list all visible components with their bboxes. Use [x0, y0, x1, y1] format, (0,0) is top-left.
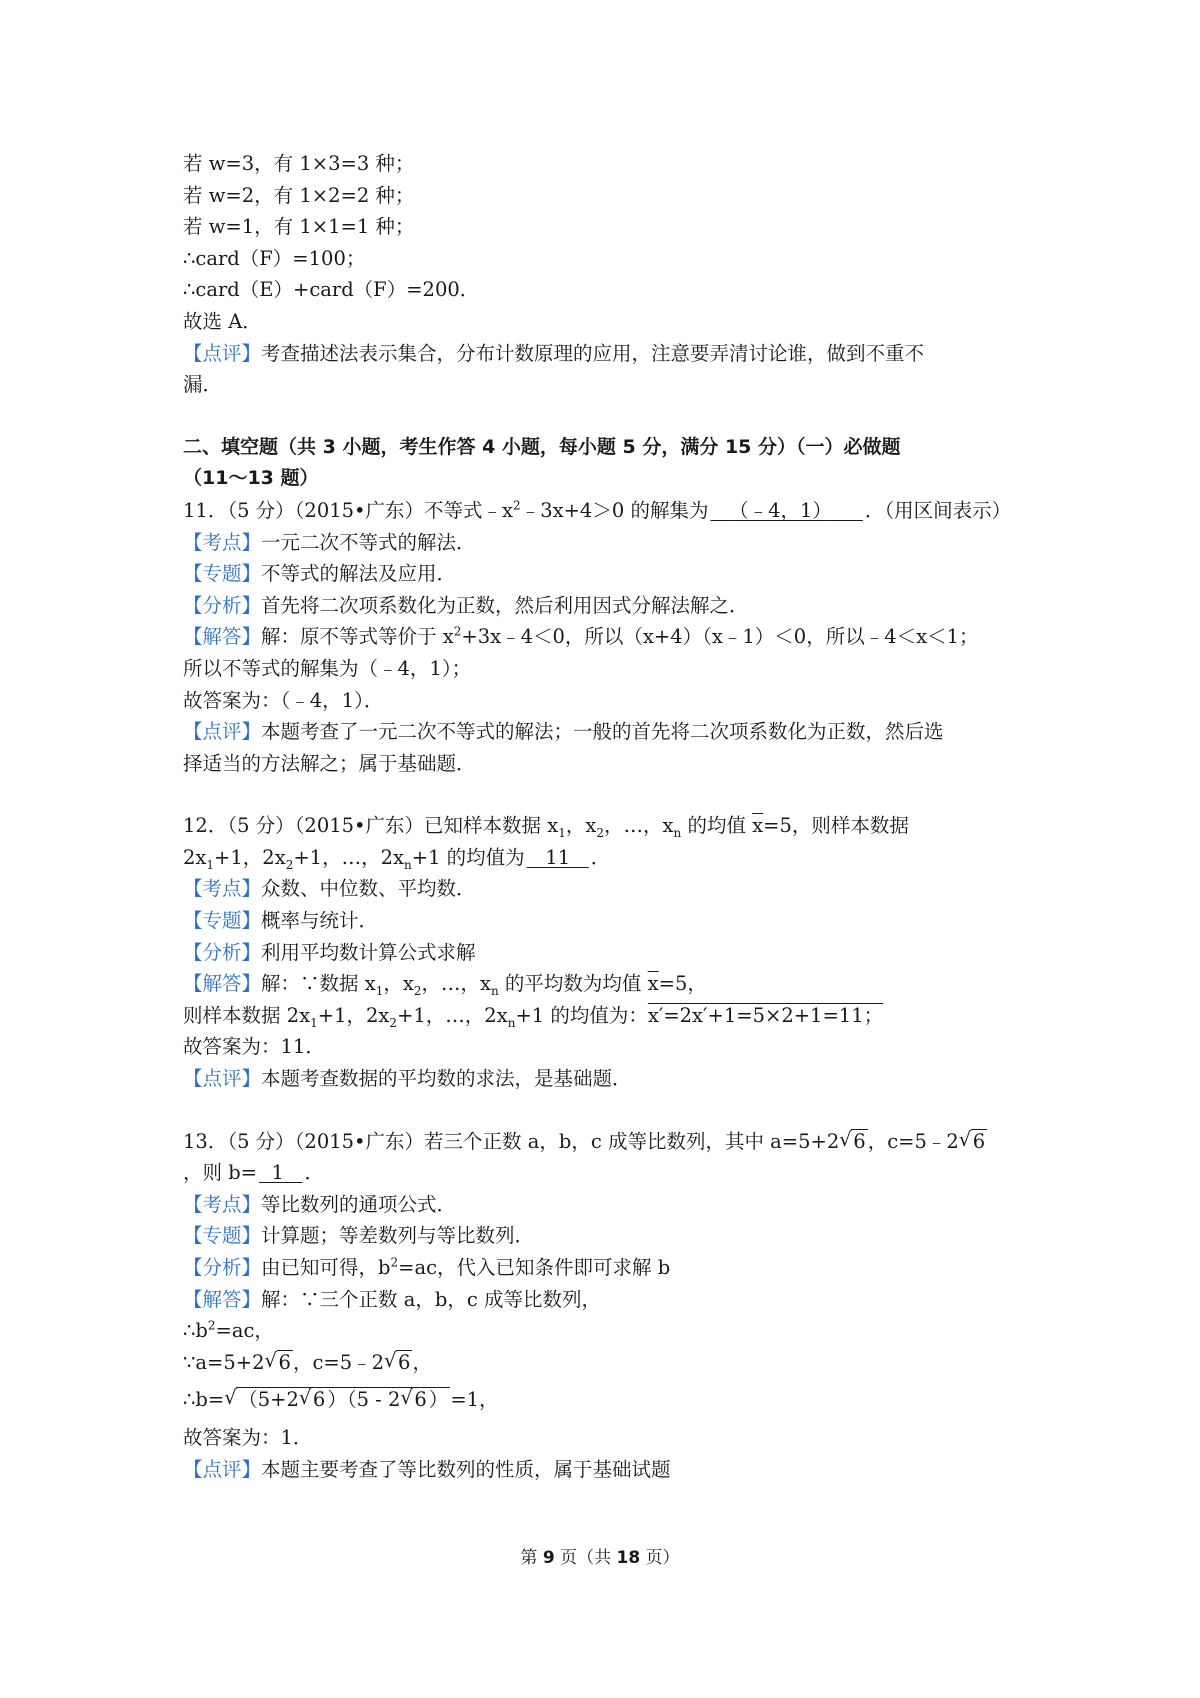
stem-text: ，x	[565, 814, 597, 838]
q12-answer-line: 故答案为：11．	[183, 1035, 325, 1059]
q13-zhuanti	[183, 1220, 1043, 1252]
section-heading: 二、填空题（共 3 小题，考生作答 4 小题，每小题 5 分，满分 15 分）（一）必做题	[183, 435, 901, 458]
footer-text: 页）	[645, 1548, 680, 1568]
page-footer	[0, 1543, 1200, 1568]
stem-text: +1，…，2x	[293, 845, 404, 869]
q12-jieda	[183, 968, 1043, 1000]
text-line: 择适当的方法解之；属于基础题．	[183, 751, 476, 775]
tag-fenxi: 【分析】	[183, 593, 262, 617]
q11-answer-line: 故答案为：（﹣4，1）．	[183, 688, 384, 712]
superscript: 2	[513, 498, 521, 513]
q12-kaodian	[183, 873, 1043, 905]
page-total: 18	[616, 1548, 641, 1568]
sqrt-6	[384, 1347, 412, 1379]
sqrt-6	[839, 1126, 867, 1158]
q13-jieda-4	[183, 1378, 1043, 1422]
q13-jieda-2	[183, 1315, 1043, 1347]
answer-value: （﹣4，1）	[729, 498, 832, 522]
radicand-product	[236, 1387, 450, 1411]
stem-text: 2x	[183, 845, 207, 869]
zhuanti-text: 计算题；等差数列与等比数列．	[261, 1224, 535, 1248]
jieda-text: 解：∵数据 x	[261, 972, 376, 996]
stem-text: 的均值	[681, 814, 753, 838]
q11-jieda	[183, 621, 1043, 653]
stem-text: ，…，x	[604, 814, 674, 838]
tag-zhuanti: 【专题】	[183, 562, 262, 586]
q13-jieda	[183, 1284, 1043, 1316]
q11-zhuanti	[183, 558, 1043, 590]
tag-dianping: 【点评】	[183, 1457, 262, 1481]
subscript: 1	[375, 984, 384, 999]
tag-fenxi: 【分析】	[183, 1256, 262, 1279]
text-line: 漏．	[183, 373, 223, 397]
dianping-text: 本题主要考查了等比数列的性质，属于基础试题	[261, 1457, 671, 1481]
jieda-text: +3x﹣4＜0，所以（x+4）（x﹣1）＜0，所以﹣4＜x＜1；	[461, 625, 979, 649]
subscript: 2	[413, 984, 422, 999]
jieda-text: 解：原不等式等价于 x	[261, 625, 454, 649]
q13-answer-line: 故答案为：1．	[183, 1426, 313, 1450]
sqrt-6	[400, 1378, 428, 1422]
text-line: 故选 A．	[183, 309, 262, 333]
radicand: 6	[414, 1388, 427, 1412]
superscript: 2	[453, 624, 462, 639]
subscript: n	[673, 826, 682, 841]
jieda-text: ，x	[383, 972, 414, 996]
subscript: 2	[596, 826, 605, 841]
kaodian-text: 一元二次不等式的解法．	[261, 530, 476, 554]
kaodian-text: 众数、中位数、平均数．	[261, 877, 476, 901]
q11-stem	[183, 495, 1043, 527]
stem-text: ﹣3x+4＞0 的解集为	[520, 498, 709, 522]
radicand: 6	[278, 1350, 291, 1374]
answer-value: 1	[271, 1161, 284, 1185]
tag-kaodian: 【考点】	[183, 877, 262, 901]
subscript: 1	[310, 1015, 318, 1030]
sqrt-6	[959, 1126, 987, 1158]
stem-text: +1，2x	[214, 845, 286, 869]
tag-dianping: 【点评】	[183, 720, 262, 744]
radicand: 6	[853, 1129, 866, 1153]
tag-jieda: 【解答】	[183, 972, 262, 996]
stem-text: ，c=5﹣2	[867, 1129, 959, 1153]
stem-text: ．	[304, 1161, 324, 1185]
answer-value: 11	[545, 845, 571, 869]
dianping-text: 考查描述法表示集合，分布计数原理的应用，注意要弄清讨论谁，做到不重不	[261, 341, 925, 365]
subscript: n	[507, 1015, 516, 1030]
q12-stem-2	[183, 842, 1043, 874]
q13-stem	[183, 1126, 1043, 1158]
zhuanti-text: 概率与统计．	[261, 909, 379, 933]
jieda-text: ，c=5﹣2	[292, 1350, 385, 1374]
q11-kaodian	[183, 527, 1043, 559]
tag-kaodian: 【考点】	[183, 1192, 262, 1216]
radicand-text: ）	[428, 1388, 449, 1412]
tag-zhuanti: 【专题】	[183, 1224, 262, 1248]
jieda-text: 的平均数为均值	[498, 972, 648, 996]
stem-text: ，则 b=	[183, 1161, 258, 1185]
subscript: 1	[558, 826, 566, 841]
section-heading-range: （11～13 题）	[183, 467, 319, 490]
spacer	[183, 401, 1043, 432]
stem-text: 12．（5 分）（2015•广东）已知样本数据 x	[183, 814, 559, 838]
kaodian-text: 等比数列的通项公式．	[261, 1192, 457, 1216]
fenxi-text: 利用平均数计算公式求解	[261, 940, 476, 964]
tag-dianping: 【点评】	[183, 1067, 262, 1091]
footer-text: 页（共	[560, 1548, 612, 1568]
subscript: 2	[389, 1015, 398, 1030]
text-line: 所以不等式的解集为（﹣4，1）；	[183, 656, 472, 680]
q13-dianping	[183, 1454, 1043, 1486]
q13-jieda-3	[183, 1347, 1043, 1379]
answer-blank	[257, 1161, 304, 1184]
fenxi-text: =ac，代入已知条件即可求解 b	[398, 1256, 671, 1279]
page-number: 9	[542, 1548, 555, 1568]
dianping-text: 本题考查了一元二次不等式的解法；一般的首先将二次项系数化为正数，然后选	[261, 720, 944, 744]
x-bar: $\overline{x}$	[752, 814, 764, 838]
jieda-text: ∴b	[183, 1319, 208, 1343]
superscript: 2	[390, 1255, 399, 1270]
q12-jieda-2	[183, 1000, 1043, 1032]
zhuanti-text: 不等式的解法及应用．	[261, 562, 457, 586]
q11-dianping	[183, 716, 1043, 748]
stem-text: 11．（5 分）（2015•广东）不等式﹣x	[183, 498, 514, 522]
jieda-text: ∵a=5+2	[183, 1350, 265, 1374]
jieda-text: 解：∵三个正数 a，b，c 成等比数列，	[261, 1287, 601, 1311]
q13-kaodian	[183, 1189, 1043, 1221]
radicand: 6	[398, 1350, 411, 1374]
tag-jieda: 【解答】	[183, 625, 262, 649]
stem-text: 13．（5 分）（2015•广东）若三个正数 a，b，c 成等比数列，其中 a=5+2	[183, 1129, 840, 1153]
q12-stem	[183, 810, 1043, 842]
jieda-text: +1 的均值为：	[515, 1003, 648, 1027]
spacer	[183, 779, 1043, 810]
subscript: n	[491, 984, 499, 999]
fenxi-text: 由已知可得，b	[261, 1256, 391, 1279]
spacer	[183, 1095, 1043, 1126]
dianping-text: 本题考查数据的平均数的求法，是基础题．	[261, 1067, 632, 1091]
sqrt-product	[224, 1378, 450, 1422]
jieda-text: =5，	[658, 972, 707, 996]
jieda-text: ∴b=	[183, 1388, 225, 1412]
answer-blank	[708, 499, 864, 522]
jieda-text: +1，…，2x	[397, 1003, 508, 1027]
stem-text: =5，则样本数据	[763, 814, 909, 838]
q12-zhuanti	[183, 905, 1043, 937]
q13-fenxi	[183, 1252, 1043, 1284]
x-bar: $\overline{x}$	[647, 972, 659, 996]
jieda-text: =1，	[450, 1388, 499, 1412]
text-line: 若 w=3，有 1×3=3 种；	[183, 152, 415, 175]
tag-fenxi: 【分析】	[183, 940, 262, 964]
radicand-text: ）（5 - 2	[327, 1388, 401, 1412]
sqrt-6	[265, 1347, 293, 1379]
stem-text: +1 的均值为	[411, 845, 525, 869]
subscript: n	[404, 857, 412, 872]
text-line: ∴card（F）=100；	[183, 246, 366, 270]
mean-formula: x′=2x′+1=5×2+1=11；	[647, 1003, 884, 1027]
jieda-text: =ac，	[215, 1319, 274, 1343]
tag-dianping: 【点评】	[183, 341, 262, 365]
radicand: 6	[312, 1388, 326, 1412]
q13-stem-2	[183, 1157, 1043, 1189]
jieda-text: +1，2x	[317, 1003, 390, 1027]
tag-jieda: 【解答】	[183, 1287, 262, 1311]
fenxi-text: 首先将二次项系数化为正数，然后利用因式分解法解之．	[261, 593, 749, 617]
q11-fenxi	[183, 590, 1043, 622]
jieda-text: ，…，x	[421, 972, 491, 996]
tag-kaodian: 【考点】	[183, 530, 262, 554]
jieda-text: ，	[412, 1350, 432, 1374]
text-line: 若 w=1，有 1×1=1 种；	[183, 215, 415, 239]
q12-fenxi	[183, 937, 1043, 969]
page-content	[183, 148, 1043, 1486]
tag-zhuanti: 【专题】	[183, 909, 262, 933]
text-line: 若 w=2，有 1×2=2 种；	[183, 183, 415, 207]
text-line: ∴card（E）+card（F）=200．	[183, 278, 480, 302]
footer-text: 第	[520, 1548, 538, 1568]
q12-dianping	[183, 1063, 1043, 1095]
subscript: 2	[285, 857, 294, 872]
superscript: 2	[207, 1318, 216, 1333]
radicand-text: （5+2	[238, 1388, 299, 1412]
radicand: 6	[972, 1129, 986, 1153]
sqrt-6	[299, 1378, 327, 1422]
jieda-text: 则样本数据 2x	[183, 1003, 311, 1027]
subscript: 1	[206, 857, 215, 872]
answer-blank	[525, 846, 591, 869]
q10-dianping	[183, 338, 1043, 370]
stem-text: ．（用区间表示）	[864, 498, 1012, 522]
stem-text: ．	[590, 845, 611, 869]
